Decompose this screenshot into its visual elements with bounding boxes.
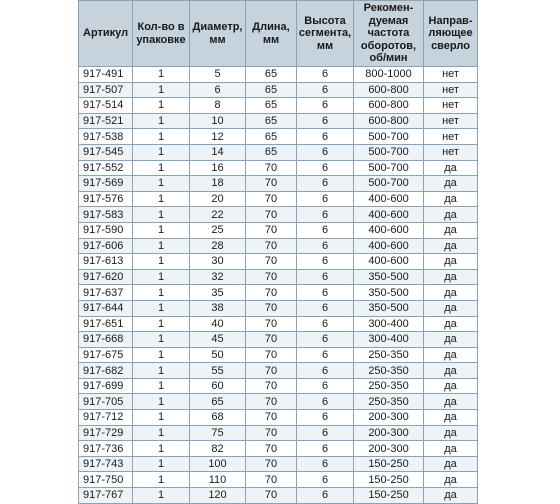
cell-length: 70: [246, 316, 297, 332]
cell-segment-height: 6: [297, 410, 354, 426]
cell-length: 70: [246, 207, 297, 223]
cell-pack-qty: 1: [133, 98, 190, 114]
cell-segment-height: 6: [297, 347, 354, 363]
cell-pack-qty: 1: [133, 300, 190, 316]
cell-article: 917-712: [79, 410, 133, 426]
cell-diameter: 22: [190, 207, 246, 223]
cell-article: 917-576: [79, 191, 133, 207]
cell-pilot-drill: да: [424, 316, 478, 332]
table-row: [79, 191, 478, 207]
table-row: [79, 98, 478, 114]
cell-segment-height: 6: [297, 176, 354, 192]
cell-rpm: 200-300: [354, 410, 424, 426]
cell-segment-height: 6: [297, 191, 354, 207]
cell-length: 70: [246, 410, 297, 426]
table-row: [79, 285, 478, 301]
cell-article: 917-620: [79, 269, 133, 285]
header-segment-height: Высота сегмента, мм: [297, 1, 354, 67]
cell-length: 70: [246, 222, 297, 238]
cell-segment-height: 6: [297, 254, 354, 270]
table-row: [79, 129, 478, 145]
cell-length: 70: [246, 488, 297, 504]
cell-pack-qty: 1: [133, 222, 190, 238]
cell-pack-qty: 1: [133, 394, 190, 410]
cell-rpm: 300-400: [354, 316, 424, 332]
cell-rpm: 250-350: [354, 347, 424, 363]
cell-pilot-drill: да: [424, 300, 478, 316]
cell-diameter: 32: [190, 269, 246, 285]
cell-rpm: 500-700: [354, 144, 424, 160]
cell-segment-height: 6: [297, 207, 354, 223]
cell-diameter: 38: [190, 300, 246, 316]
cell-pack-qty: 1: [133, 113, 190, 129]
table-row: [79, 144, 478, 160]
cell-rpm: 250-350: [354, 394, 424, 410]
cell-article: 917-583: [79, 207, 133, 223]
cell-diameter: 68: [190, 410, 246, 426]
cell-article: 917-668: [79, 332, 133, 348]
cell-pilot-drill: нет: [424, 67, 478, 83]
header-pack-qty: Кол-во в упаковке: [133, 1, 190, 67]
cell-pack-qty: 1: [133, 347, 190, 363]
cell-length: 65: [246, 67, 297, 83]
cell-diameter: 16: [190, 160, 246, 176]
cell-rpm: 150-250: [354, 488, 424, 504]
cell-rpm: 150-250: [354, 456, 424, 472]
cell-pack-qty: 1: [133, 67, 190, 83]
cell-diameter: 50: [190, 347, 246, 363]
cell-segment-height: 6: [297, 67, 354, 83]
cell-rpm: 400-600: [354, 191, 424, 207]
table-row: [79, 488, 478, 504]
cell-article: 917-644: [79, 300, 133, 316]
cell-pack-qty: 1: [133, 363, 190, 379]
cell-article: 917-552: [79, 160, 133, 176]
cell-pilot-drill: да: [424, 425, 478, 441]
cell-diameter: 5: [190, 67, 246, 83]
table-row: [79, 160, 478, 176]
cell-segment-height: 6: [297, 144, 354, 160]
cell-length: 70: [246, 191, 297, 207]
cell-pack-qty: 1: [133, 285, 190, 301]
cell-length: 70: [246, 425, 297, 441]
cell-length: 65: [246, 129, 297, 145]
cell-article: 917-729: [79, 425, 133, 441]
cell-pack-qty: 1: [133, 410, 190, 426]
cell-pack-qty: 1: [133, 488, 190, 504]
table-row: [79, 332, 478, 348]
cell-segment-height: 6: [297, 425, 354, 441]
cell-diameter: 100: [190, 456, 246, 472]
cell-pilot-drill: да: [424, 488, 478, 504]
table-row: [79, 82, 478, 98]
table-row: [79, 316, 478, 332]
cell-article: 917-514: [79, 98, 133, 114]
cell-rpm: 200-300: [354, 425, 424, 441]
cell-rpm: 300-400: [354, 332, 424, 348]
cell-pack-qty: 1: [133, 160, 190, 176]
spec-table-container: [78, 0, 477, 504]
table-row: [79, 269, 478, 285]
cell-pack-qty: 1: [133, 144, 190, 160]
cell-diameter: 18: [190, 176, 246, 192]
cell-pack-qty: 1: [133, 238, 190, 254]
cell-pilot-drill: да: [424, 472, 478, 488]
header-row: [79, 1, 478, 67]
cell-segment-height: 6: [297, 378, 354, 394]
cell-segment-height: 6: [297, 300, 354, 316]
cell-article: 917-651: [79, 316, 133, 332]
table-body: [79, 67, 478, 504]
table-row: [79, 425, 478, 441]
table-row: [79, 222, 478, 238]
cell-diameter: 8: [190, 98, 246, 114]
cell-article: 917-507: [79, 82, 133, 98]
cell-diameter: 40: [190, 316, 246, 332]
cell-rpm: 350-500: [354, 300, 424, 316]
cell-segment-height: 6: [297, 456, 354, 472]
cell-diameter: 10: [190, 113, 246, 129]
cell-rpm: 250-350: [354, 363, 424, 379]
cell-pack-qty: 1: [133, 441, 190, 457]
cell-length: 65: [246, 82, 297, 98]
cell-pack-qty: 1: [133, 269, 190, 285]
cell-rpm: 350-500: [354, 285, 424, 301]
cell-diameter: 45: [190, 332, 246, 348]
cell-length: 70: [246, 472, 297, 488]
cell-article: 917-545: [79, 144, 133, 160]
cell-pack-qty: 1: [133, 207, 190, 223]
cell-pilot-drill: да: [424, 222, 478, 238]
cell-segment-height: 6: [297, 98, 354, 114]
cell-segment-height: 6: [297, 394, 354, 410]
cell-length: 70: [246, 300, 297, 316]
cell-diameter: 14: [190, 144, 246, 160]
cell-pilot-drill: да: [424, 347, 478, 363]
cell-length: 70: [246, 394, 297, 410]
cell-pilot-drill: нет: [424, 98, 478, 114]
cell-segment-height: 6: [297, 332, 354, 348]
cell-length: 70: [246, 269, 297, 285]
cell-diameter: 82: [190, 441, 246, 457]
table-row: [79, 410, 478, 426]
cell-length: 70: [246, 160, 297, 176]
cell-length: 70: [246, 378, 297, 394]
table-row: [79, 238, 478, 254]
table-row: [79, 456, 478, 472]
cell-segment-height: 6: [297, 82, 354, 98]
cell-rpm: 500-700: [354, 129, 424, 145]
cell-diameter: 12: [190, 129, 246, 145]
cell-rpm: 800-1000: [354, 67, 424, 83]
table-row: [79, 113, 478, 129]
spec-table: [78, 0, 478, 504]
cell-segment-height: 6: [297, 160, 354, 176]
cell-pilot-drill: нет: [424, 113, 478, 129]
cell-rpm: 600-800: [354, 113, 424, 129]
cell-rpm: 250-350: [354, 378, 424, 394]
table-row: [79, 394, 478, 410]
header-article: Артикул: [79, 1, 133, 67]
cell-diameter: 6: [190, 82, 246, 98]
cell-length: 70: [246, 332, 297, 348]
cell-diameter: 55: [190, 363, 246, 379]
cell-length: 70: [246, 456, 297, 472]
cell-article: 917-521: [79, 113, 133, 129]
cell-pilot-drill: да: [424, 254, 478, 270]
cell-article: 917-569: [79, 176, 133, 192]
cell-segment-height: 6: [297, 113, 354, 129]
cell-pilot-drill: да: [424, 363, 478, 379]
cell-rpm: 400-600: [354, 207, 424, 223]
cell-pack-qty: 1: [133, 129, 190, 145]
cell-pilot-drill: да: [424, 191, 478, 207]
table-row: [79, 300, 478, 316]
cell-pack-qty: 1: [133, 332, 190, 348]
table-row: [79, 441, 478, 457]
table-row: [79, 67, 478, 83]
cell-length: 65: [246, 113, 297, 129]
cell-pilot-drill: нет: [424, 82, 478, 98]
cell-diameter: 30: [190, 254, 246, 270]
cell-rpm: 350-500: [354, 269, 424, 285]
cell-diameter: 75: [190, 425, 246, 441]
cell-segment-height: 6: [297, 222, 354, 238]
cell-diameter: 25: [190, 222, 246, 238]
cell-length: 65: [246, 144, 297, 160]
cell-pack-qty: 1: [133, 254, 190, 270]
table-row: [79, 254, 478, 270]
table-row: [79, 347, 478, 363]
cell-segment-height: 6: [297, 285, 354, 301]
cell-segment-height: 6: [297, 129, 354, 145]
cell-article: 917-590: [79, 222, 133, 238]
cell-article: 917-767: [79, 488, 133, 504]
cell-length: 70: [246, 254, 297, 270]
cell-pilot-drill: да: [424, 238, 478, 254]
cell-length: 70: [246, 347, 297, 363]
cell-length: 70: [246, 441, 297, 457]
cell-article: 917-637: [79, 285, 133, 301]
cell-segment-height: 6: [297, 269, 354, 285]
cell-pack-qty: 1: [133, 472, 190, 488]
cell-pilot-drill: нет: [424, 129, 478, 145]
cell-pack-qty: 1: [133, 316, 190, 332]
cell-article: 917-491: [79, 67, 133, 83]
cell-length: 70: [246, 363, 297, 379]
cell-article: 917-705: [79, 394, 133, 410]
table-row: [79, 472, 478, 488]
header-diameter: Диаметр, мм: [190, 1, 246, 67]
cell-article: 917-736: [79, 441, 133, 457]
cell-article: 917-750: [79, 472, 133, 488]
cell-diameter: 28: [190, 238, 246, 254]
cell-pilot-drill: да: [424, 456, 478, 472]
cell-pilot-drill: да: [424, 176, 478, 192]
table-row: [79, 363, 478, 379]
cell-segment-height: 6: [297, 441, 354, 457]
cell-diameter: 60: [190, 378, 246, 394]
cell-pack-qty: 1: [133, 191, 190, 207]
cell-rpm: 500-700: [354, 160, 424, 176]
cell-pilot-drill: да: [424, 269, 478, 285]
cell-rpm: 400-600: [354, 222, 424, 238]
cell-article: 917-606: [79, 238, 133, 254]
cell-pilot-drill: да: [424, 441, 478, 457]
cell-length: 70: [246, 176, 297, 192]
cell-rpm: 400-600: [354, 238, 424, 254]
cell-article: 917-699: [79, 378, 133, 394]
cell-segment-height: 6: [297, 316, 354, 332]
table-row: [79, 378, 478, 394]
cell-pilot-drill: да: [424, 410, 478, 426]
cell-diameter: 110: [190, 472, 246, 488]
cell-pilot-drill: да: [424, 378, 478, 394]
cell-segment-height: 6: [297, 363, 354, 379]
header-length: Длина, мм: [246, 1, 297, 67]
cell-length: 70: [246, 238, 297, 254]
cell-pack-qty: 1: [133, 456, 190, 472]
cell-segment-height: 6: [297, 488, 354, 504]
cell-segment-height: 6: [297, 472, 354, 488]
cell-rpm: 150-250: [354, 472, 424, 488]
cell-pilot-drill: да: [424, 394, 478, 410]
cell-pilot-drill: да: [424, 160, 478, 176]
cell-pack-qty: 1: [133, 82, 190, 98]
cell-pilot-drill: да: [424, 332, 478, 348]
cell-article: 917-682: [79, 363, 133, 379]
header-pilot-drill: Направ- ляющее сверло: [424, 1, 478, 67]
cell-pilot-drill: да: [424, 285, 478, 301]
cell-length: 65: [246, 98, 297, 114]
table-row: [79, 207, 478, 223]
cell-article: 917-538: [79, 129, 133, 145]
cell-rpm: 600-800: [354, 98, 424, 114]
cell-pilot-drill: нет: [424, 144, 478, 160]
cell-rpm: 200-300: [354, 441, 424, 457]
cell-pack-qty: 1: [133, 176, 190, 192]
cell-article: 917-675: [79, 347, 133, 363]
cell-length: 70: [246, 285, 297, 301]
cell-article: 917-613: [79, 254, 133, 270]
cell-diameter: 35: [190, 285, 246, 301]
cell-diameter: 120: [190, 488, 246, 504]
cell-pilot-drill: да: [424, 207, 478, 223]
cell-pack-qty: 1: [133, 378, 190, 394]
cell-rpm: 600-800: [354, 82, 424, 98]
cell-article: 917-743: [79, 456, 133, 472]
cell-segment-height: 6: [297, 238, 354, 254]
cell-rpm: 400-600: [354, 254, 424, 270]
cell-rpm: 500-700: [354, 176, 424, 192]
cell-pack-qty: 1: [133, 425, 190, 441]
cell-diameter: 20: [190, 191, 246, 207]
cell-diameter: 65: [190, 394, 246, 410]
table-row: [79, 176, 478, 192]
header-rpm: Рекомен- дуемая частота оборотов, об/мин: [354, 1, 424, 67]
